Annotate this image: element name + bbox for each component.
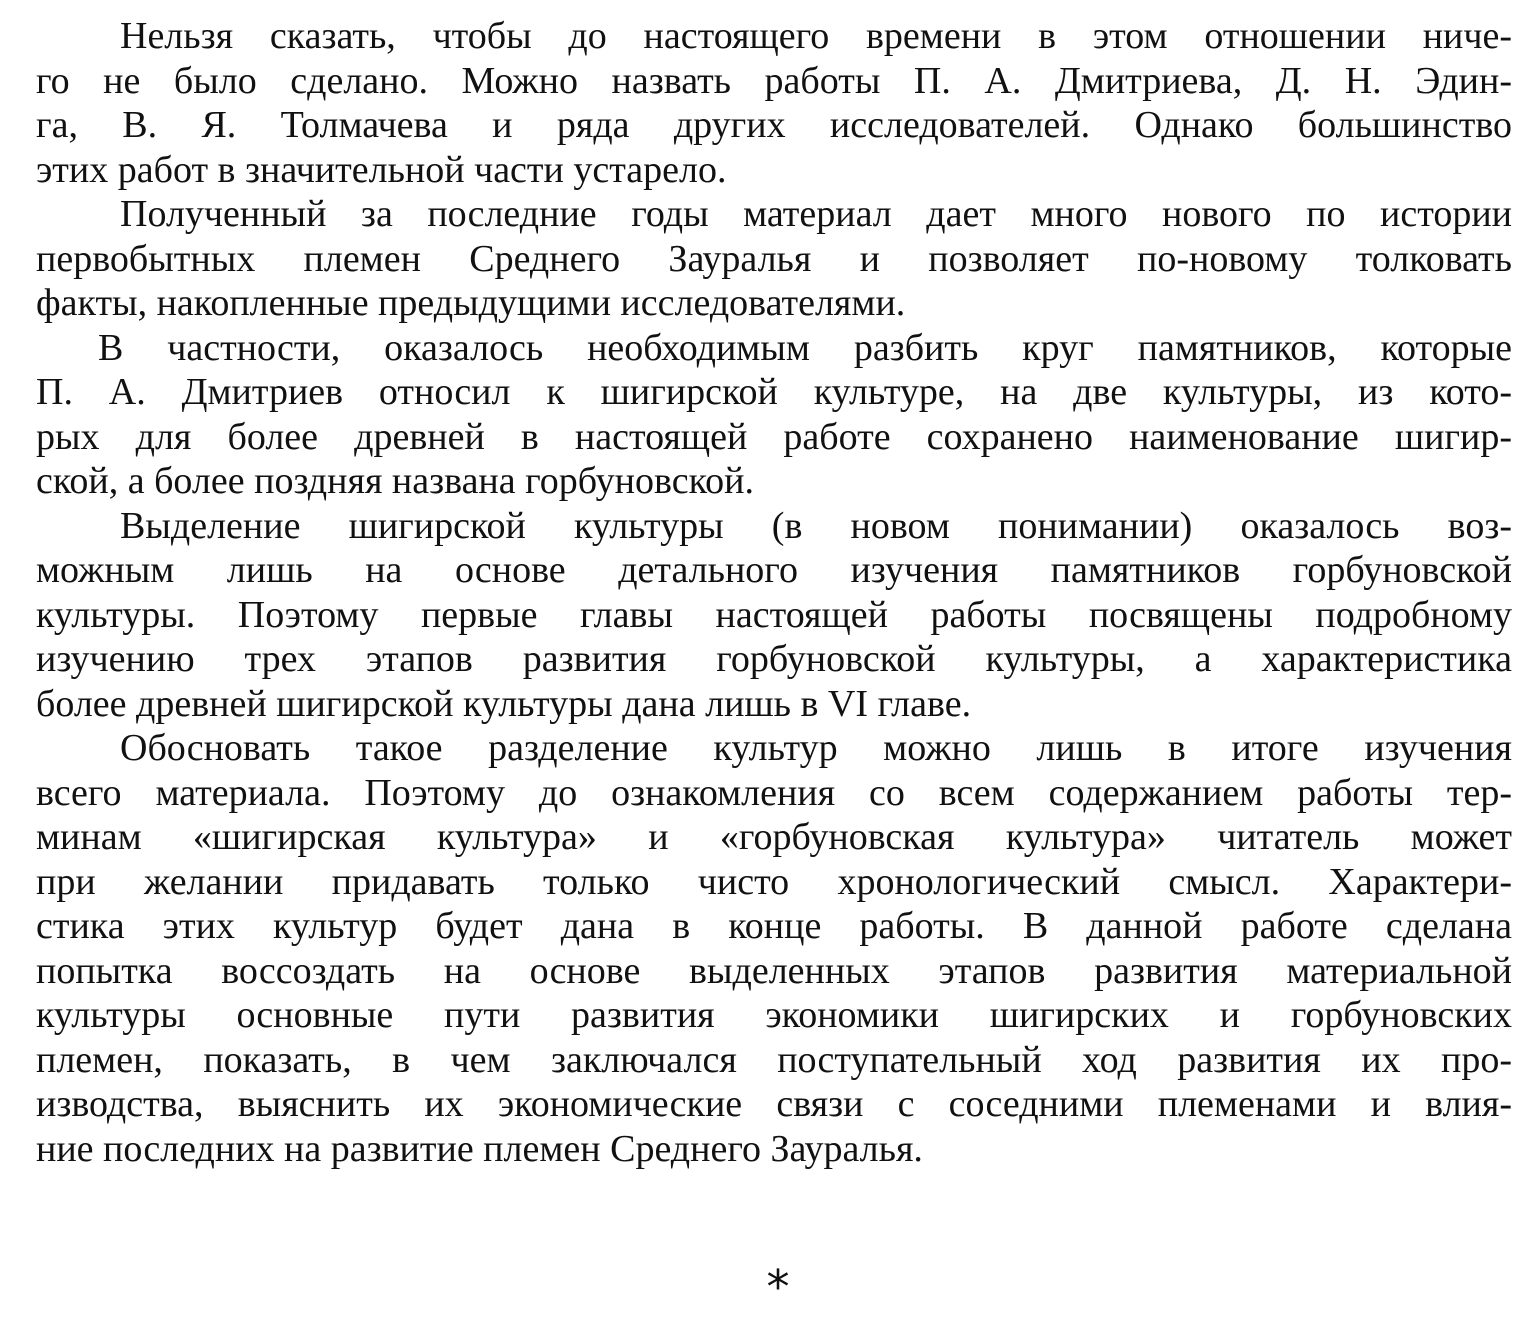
text-line: культуры. Поэтому первые главы настоящей работы посвящены подробному — [36, 593, 1512, 636]
text-line: изводства, выяснить их экономические связи с соседними племенами и влия- — [36, 1083, 1512, 1125]
text-line: П. А. Дмитриев относил к шигирской культуре, на две культуры, из кото- — [36, 371, 1512, 413]
text-line: га, В. Я. Толмачева и ряда других исследователей. Однако большинство — [36, 104, 1512, 146]
asterisk-ornament: * — [766, 1260, 790, 1314]
text-line: этих работ в значительной части устарело. — [36, 148, 727, 191]
text-line: Выделение шигирской культуры (в новом понимании) оказалось воз- — [120, 504, 1512, 547]
text-line: Обосновать такое разделение культур можно лишь в итоге изучения — [120, 727, 1512, 769]
text-line: первобытных племен Среднего Зауралья и позволяет по-новому толковать — [36, 237, 1512, 280]
text-line: попытка воссоздать на основе выделенных этапов развития материальной — [36, 949, 1512, 992]
text-line: ние последних на развитие племен Среднего Зауралья. — [36, 1127, 923, 1170]
paragraph-2 — [36, 192, 1512, 326]
text-line: рых для более древней в настоящей работе сохранено наименование шигир- — [36, 415, 1512, 458]
text-line: В частности, оказалось необходимым разбить круг памятников, которые — [98, 326, 1512, 369]
paragraph-3 — [36, 326, 1512, 504]
text-line: стика этих культур будет дана в конце работы. В данной работе сделана — [36, 905, 1512, 947]
text-line: при желании придавать только чисто хронологический смысл. Характери- — [36, 860, 1512, 903]
text-line: Нельзя сказать, чтобы до настоящего времени в этом отношении ниче- — [120, 15, 1512, 57]
text-line: го не было сделано. Можно назвать работы П. А. Дмитриева, Д. Н. Эдин- — [36, 59, 1512, 102]
paragraph-1 — [36, 14, 1512, 192]
text-line: можным лишь на основе детального изучения памятников горбуновской — [36, 549, 1512, 591]
text-line: культуры основные пути развития экономики шигирских и горбуновских — [36, 994, 1512, 1036]
text-line: более древней шигирской культуры дана лишь в VI главе. — [36, 682, 972, 725]
paragraph-5 — [36, 726, 1512, 1171]
text-line: всего материала. Поэтому до ознакомления со всем содержанием работы тер- — [36, 771, 1512, 814]
text-line: ской, а более поздняя названа горбуновской. — [36, 460, 754, 502]
document-page — [36, 14, 1512, 1171]
paragraph-4 — [36, 504, 1512, 727]
text-line: факты, накопленные предыдущими исследователями. — [36, 282, 906, 324]
text-line: минам «шигирская культура» и «горбуновская культура» читатель может — [36, 816, 1512, 858]
text-line: Полученный за последние годы материал дает много нового по истории — [120, 193, 1512, 235]
text-line: изучению трех этапов развития горбуновской культуры, а характеристика — [36, 638, 1512, 680]
text-line: племен, показать, в чем заключался поступательный ход развития их про- — [36, 1038, 1512, 1081]
